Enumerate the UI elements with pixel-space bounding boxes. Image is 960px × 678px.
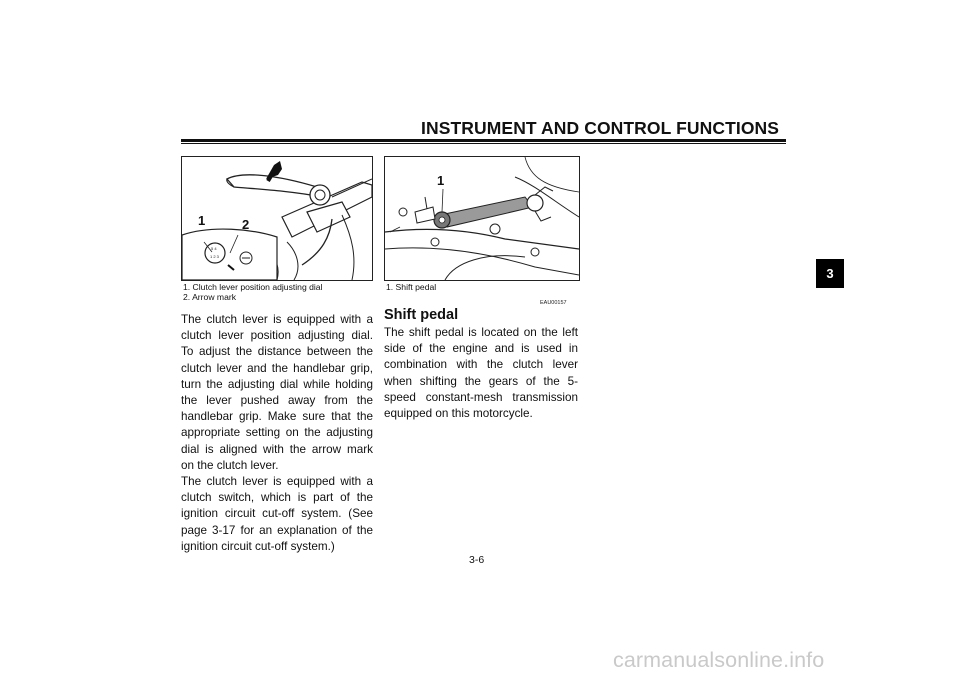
right-column-text (384, 325, 578, 422)
left-column-text (181, 312, 373, 555)
section-title: Shift pedal (384, 307, 459, 323)
caption-adjusting-dial: 1. Clutch lever position adjusting dial (183, 282, 323, 292)
clutch-lever-illustration (182, 157, 372, 280)
paragraph-adjusting-dial: The clutch lever is equipped with a clutch lever position adjusting dial. To adjust the distance between the clutch lever and the handlebar grip, turn the adjusting dial while holding the lever pushed away from the handlebar grip. Make sure that the appropriate setting on the adjusting dial is aligned with the arrow mark on the clutch lever. (181, 313, 373, 472)
paragraph-shift-pedal: The shift pedal is located on the left side of the engine and is used in combination with the clutch lever when shifting the gears of the 5-speed constant-mesh transmission equipped on this motorcycle. (384, 326, 578, 421)
section-code: EAU00157 (540, 300, 567, 306)
figure-clutch-lever (181, 156, 373, 281)
callout-1: 1 (437, 173, 445, 188)
figure2-captions (386, 282, 436, 292)
callout-2: 2 (242, 217, 250, 232)
figure-shift-pedal (384, 156, 580, 281)
caption-shift-pedal: 1. Shift pedal (386, 282, 437, 292)
page-header-title: INSTRUMENT AND CONTROL FUNCTIONS (421, 118, 780, 138)
header-rule (181, 139, 786, 142)
svg-text:1 2 3: 1 2 3 (210, 254, 219, 259)
callout-1: 1 (198, 213, 206, 228)
svg-text:5 4: 5 4 (211, 246, 217, 251)
caption-arrow-mark: 2. Arrow mark (183, 292, 237, 302)
shift-pedal-illustration (385, 157, 579, 280)
watermark-text: carmanualsonline.info (613, 648, 825, 672)
figure1-captions (183, 282, 323, 302)
page-number: 3-6 (469, 554, 485, 566)
chapter-tab: 3 (816, 259, 844, 288)
paragraph-clutch-switch: The clutch lever is equipped with a clutch switch, which is part of the ignition circuit cut-off system. (See page 3-17 for an explanation of the ignition circuit cut-off system.) (181, 475, 373, 553)
header-rule-thin (181, 143, 786, 144)
